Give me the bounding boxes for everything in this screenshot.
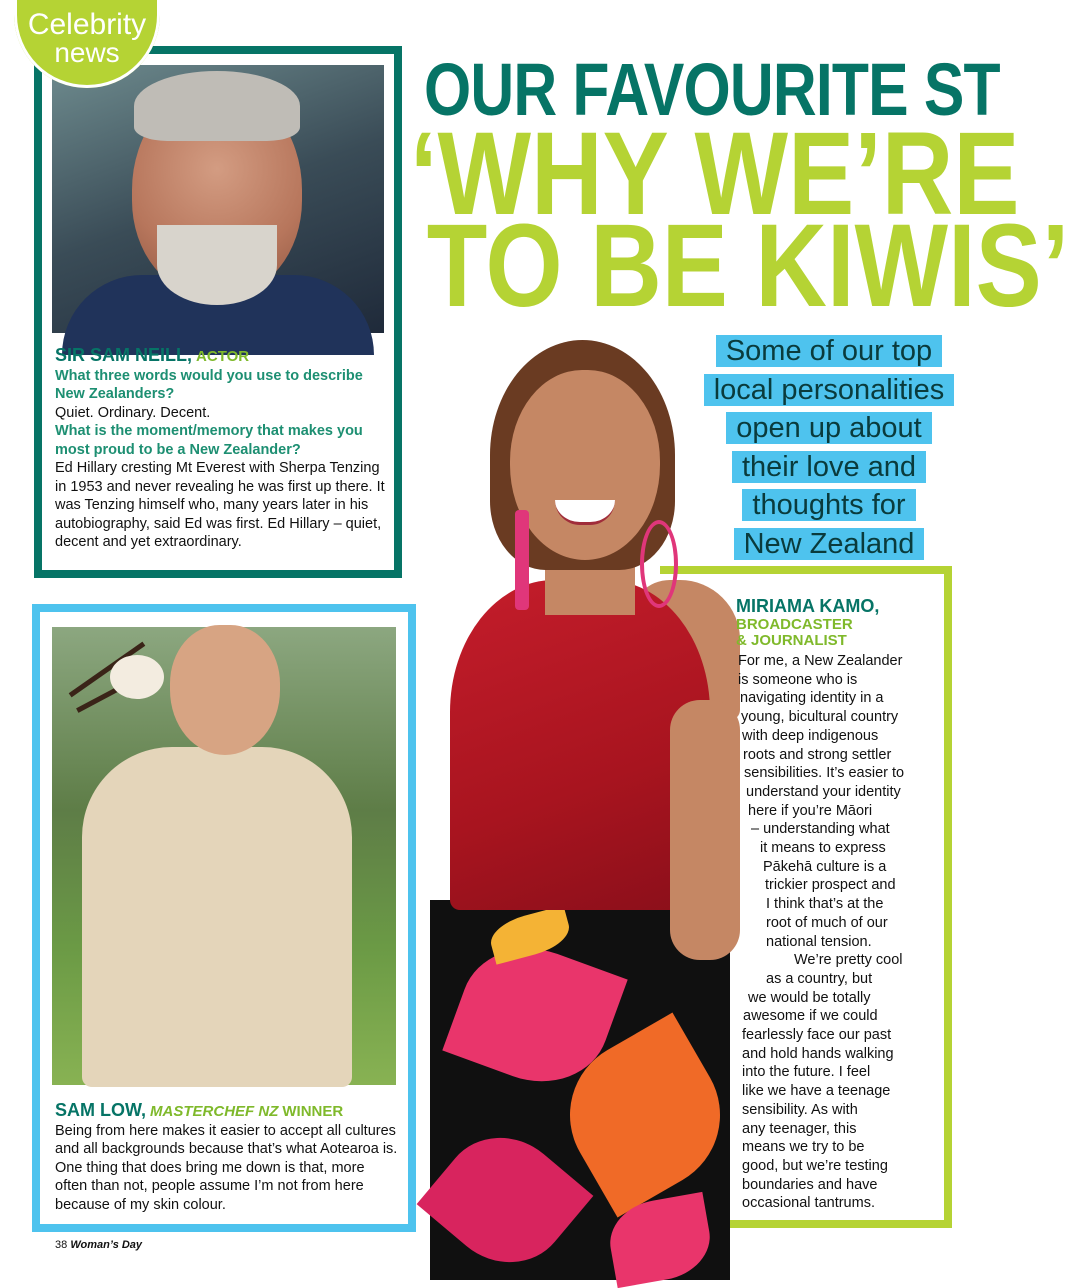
kamo-line: national tension. xyxy=(766,933,872,950)
kamo-line: good, but we’re testing xyxy=(742,1157,888,1174)
miriama-kamo-name: MIRIAMA KAMO, xyxy=(736,596,880,616)
standfirst-line: open up about xyxy=(726,412,931,444)
kamo-line: any teenager, this xyxy=(742,1120,857,1137)
sam-low-show: MASTERCHEF NZ xyxy=(150,1103,279,1120)
standfirst-line: New Zealand xyxy=(734,528,925,560)
kamo-line: with deep indigenous xyxy=(742,727,879,744)
miriama-kamo-role-1: BROADCASTER xyxy=(736,616,853,633)
question-2: What is the moment/memory that makes you most proud to be a New Zealander? xyxy=(55,423,363,458)
kamo-line: sensibility. As with xyxy=(742,1101,858,1118)
standfirst-line: local personalities xyxy=(704,374,955,406)
kamo-line: awesome if we could xyxy=(743,1008,878,1025)
standfirst-line: their love and xyxy=(732,451,926,483)
headline-line-1: ‘WHY WE’RE xyxy=(410,108,1020,240)
miriama-kamo-heading xyxy=(736,596,956,649)
standfirst-line: thoughts for xyxy=(742,489,915,521)
answer-1: Quiet. Ordinary. Decent. xyxy=(55,404,211,421)
kamo-line: like we have a teenage xyxy=(742,1083,891,1100)
kamo-line: as a country, but xyxy=(766,970,873,987)
headline-main xyxy=(410,108,1069,332)
kamo-line: Pākehā culture is a xyxy=(763,858,887,875)
kamo-line: occasional tantrums. xyxy=(742,1195,875,1212)
sam-neill-photo xyxy=(52,65,384,333)
question-1: What three words would you use to describe New Zealanders? xyxy=(55,367,363,402)
kamo-line: and hold hands walking xyxy=(742,1045,894,1062)
miriama-kamo-text xyxy=(0,652,977,1213)
magazine-name: Woman’s Day xyxy=(70,1239,143,1251)
kamo-line: boundaries and have xyxy=(742,1176,878,1193)
photo-earring xyxy=(515,510,529,610)
kamo-line: means we try to be xyxy=(742,1139,865,1156)
kamo-line: young, bicultural country xyxy=(741,709,899,726)
photo-beard xyxy=(157,225,277,305)
headline-line-2: TO BE KIWIS’ xyxy=(426,200,1069,332)
kamo-line: here if you’re Māori xyxy=(748,802,873,819)
kamo-line: into the future. I feel xyxy=(742,1064,871,1081)
kamo-line: I think that’s at the xyxy=(766,896,884,913)
kamo-line: root of much of our xyxy=(766,914,888,931)
kamo-line: – understanding what xyxy=(751,821,890,838)
sam-low-role: WINNER xyxy=(282,1103,344,1120)
kamo-line: fearlessly face our past xyxy=(742,1027,892,1044)
sam-neill-role: ACTOR xyxy=(196,348,250,365)
sam-low-quote: Being from here makes it easier to accept all cultures and all backgrounds because that’s what Aotearoa is. One thing that does bring me down is that, more often than not, people assume I’m not from here because of my skin colour. xyxy=(55,1122,398,1213)
kamo-line: trickier prospect and xyxy=(765,877,896,894)
page-footer xyxy=(55,1239,142,1251)
sam-neill-text xyxy=(55,345,389,552)
kamo-line: For me, a New Zealander xyxy=(738,653,903,669)
miriama-kamo-role-2: & JOURNALIST xyxy=(736,632,847,649)
sam-neill-name: SIR SAM NEILL, xyxy=(55,345,193,365)
photo-earring xyxy=(640,520,678,608)
page-number: 38 xyxy=(55,1239,68,1251)
answer-2: Ed Hillary cresting Mt Everest with Sherpa Tenzing in 1953 and never revealing he was first up there. It was Tenzing himself who, many years later in his autobiography, said Ed was first. Ed Hillary – quiet, decent and yet extraordinary. xyxy=(55,460,385,550)
kamo-line: we would be totally xyxy=(748,989,871,1006)
badge-line-2: news xyxy=(54,37,120,68)
kamo-line: is someone who is xyxy=(738,671,858,688)
sam-low-name: SAM LOW, xyxy=(55,1100,146,1120)
kamo-line: sensibilities. It’s easier to xyxy=(744,765,905,782)
kamo-line: it means to express xyxy=(760,840,886,857)
kamo-line: We’re pretty cool xyxy=(794,952,903,969)
photo-face xyxy=(510,370,660,560)
kamo-line: understand your identity xyxy=(746,783,901,800)
photo-hair xyxy=(134,71,300,141)
badge-line-1: Celebrity xyxy=(27,8,147,41)
standfirst-line: Some of our top xyxy=(716,335,942,367)
kamo-line: navigating identity in a xyxy=(740,690,884,707)
kamo-line: roots and strong settler xyxy=(743,746,892,763)
headline-top: OUR FAVOURITE ST xyxy=(424,48,1000,131)
